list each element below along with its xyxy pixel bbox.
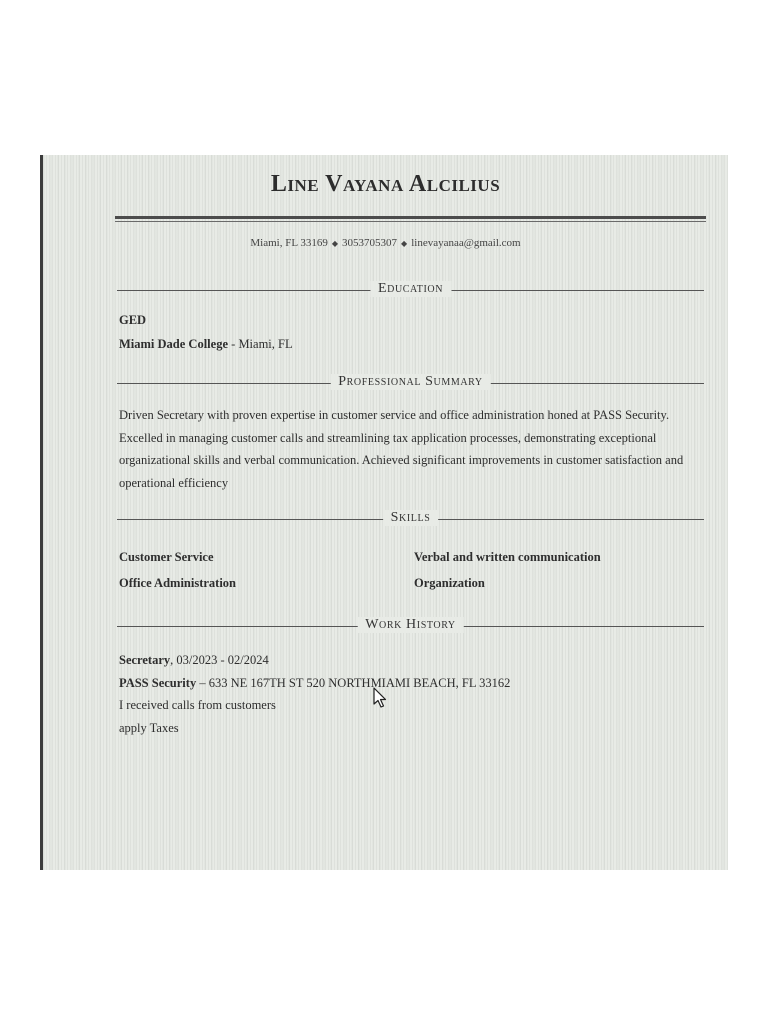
section-heading-education [117,281,704,301]
skill-item: Verbal and written communication [414,550,601,564]
work-title: Secretary [119,653,171,667]
section-title: Work History [357,617,464,633]
resume-document [43,155,728,870]
header-rule-thick [115,216,706,219]
section-title: Skills [383,510,439,526]
contact-email: linevayanaa@gmail.com [411,237,521,249]
header-rule-thin [115,221,706,222]
diamond-separator-icon: ◆ [331,239,339,248]
work-company: PASS Security [119,676,197,690]
contact-phone: 3053705307 [342,237,398,249]
section-heading-skills [117,510,704,530]
work-title-line: Secretary, 03/2023 - 02/2024 [119,653,269,667]
section-title: Education [370,281,451,297]
work-company-line: PASS Security – 633 NE 167TH ST 520 NORTHMIAMI BEACH, FL 33162 [119,676,511,690]
resume-name: Line Vayana Alcilius [270,171,501,197]
mouse-cursor-icon [373,687,389,709]
contact-location: Miami, FL 33169 [250,237,328,249]
work-address: 633 NE 167TH ST 520 NORTHMIAMI BEACH, FL 33162 [208,676,511,690]
section-heading-work-history [117,617,704,637]
education-degree: GED [119,313,147,327]
diamond-separator-icon: ◆ [401,239,408,248]
monitor-screen [40,155,728,870]
education-school-line: Miami Dade College - Miami, FL [119,337,293,351]
education-school: Miami Dade College [119,337,229,351]
work-duty: I received calls from customers [119,698,276,712]
summary-paragraph: Driven Secretary with proven expertise in customer service and office administration honed at PASS Security. Excelled in managing customer calls and streamlining tax application processes, demonstrating exceptional organizational skills and verbal communication. Achieved significant improvements in customer satisfaction and operational efficiency [119,408,684,490]
section-heading-summary [117,374,704,394]
work-dates: 03/2023 - 02/2024 [176,653,269,667]
skill-item: Customer Service [119,550,214,564]
skill-item: Office Administration [119,576,237,590]
education-location: Miami, FL [238,337,293,351]
work-duty: apply Taxes [119,721,179,735]
skill-item: Organization [414,576,485,590]
contact-line [43,237,728,249]
section-title: Professional Summary [330,374,490,390]
